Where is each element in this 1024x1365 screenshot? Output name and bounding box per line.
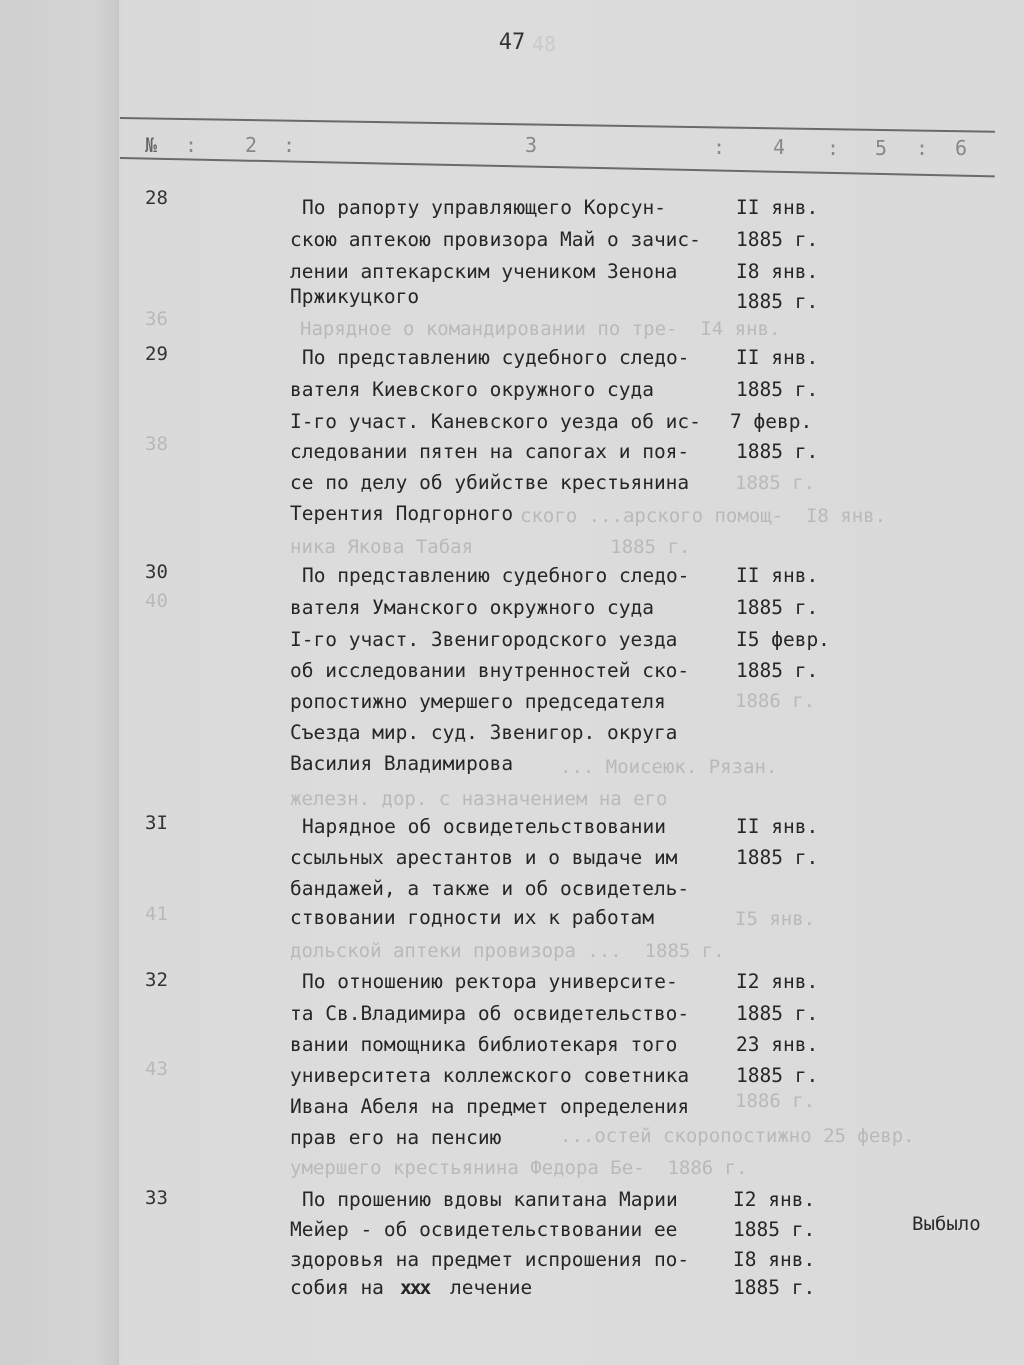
bleed-through-text: Нарядное о командировании по тре- I4 янв. xyxy=(300,318,781,340)
entry-date: II янв. xyxy=(736,346,819,369)
column-header-6: 6 xyxy=(955,136,968,160)
entry-date: 1885 г. xyxy=(736,1064,819,1087)
entry-number: 28 xyxy=(145,187,168,209)
bleed-through-text: 1885 г. xyxy=(735,472,816,494)
entry-number: 30 xyxy=(145,561,168,583)
entry-title-line: I-го участ. Звенигородского уезда xyxy=(290,628,678,651)
entry-title-line: Мейер - об освидетельствовании ее xyxy=(290,1218,678,1241)
bleed-through-text: ника Якова Табая 1885 г. xyxy=(290,536,691,558)
entry-date: I2 янв. xyxy=(736,970,819,993)
entry-title-line: следовании пятен на сапогах и поя- xyxy=(290,440,690,463)
entry-date: II янв. xyxy=(736,196,819,219)
entry-title-line: бандажей, а также и об освидетель- xyxy=(290,877,690,900)
entry-title-line: Ивана Абеля на предмет определения xyxy=(290,1095,690,1118)
bleed-through-number: 38 xyxy=(145,433,168,455)
entry-title-line: та Св.Владимира об освидетельство- xyxy=(290,1002,690,1025)
bleed-through-text: 1886 г. xyxy=(735,1090,816,1112)
bleed-through-number: 43 xyxy=(145,1058,168,1080)
entry-note: Выбыло xyxy=(912,1213,981,1235)
bleed-through-number: 41 xyxy=(145,903,168,925)
entry-date: 1885 г. xyxy=(736,846,819,869)
entry-title-line: вателя Уманского окружного суда xyxy=(290,596,654,619)
entry-title-line: скою аптекою провизора Май о зачис- xyxy=(290,228,701,251)
column-header-2: 2 xyxy=(245,133,258,157)
struck-out-word: ххх xyxy=(400,1276,430,1299)
entry-title-line: ствовании годности их к работам xyxy=(290,906,654,929)
entry-title-line: собия на xyxy=(290,1276,384,1299)
column-separator: : xyxy=(713,135,726,159)
bleed-through-text: умершего крестьянина Федора Бе- 1886 г. xyxy=(290,1157,748,1179)
entry-number: 3I xyxy=(145,812,168,834)
entry-title-line: По рапорту управляющего Корсун- xyxy=(302,196,666,219)
bleed-through-text: ского ...арского помощ- I8 янв. xyxy=(520,505,887,527)
column-header-3: 3 xyxy=(525,133,538,157)
entry-date: 1885 г. xyxy=(736,290,819,313)
entry-date: I8 янв. xyxy=(736,260,819,283)
entry-title-line: ссыльных арестантов и о выдаче им xyxy=(290,846,678,869)
bleed-through-number: 40 xyxy=(145,590,168,612)
page-number: 47 xyxy=(498,30,526,55)
entry-date: II янв. xyxy=(736,564,819,587)
entry-title-line: прав его на пенсию xyxy=(290,1126,502,1149)
bleed-through-text: дольской аптеки провизора ... 1885 г. xyxy=(290,940,725,962)
entry-date: 1885 г. xyxy=(736,228,819,251)
bleed-through-text: ...остей скоропостижно 25 февр. xyxy=(560,1125,915,1147)
column-separator: : xyxy=(283,133,296,157)
entry-date: I8 янв. xyxy=(733,1248,816,1271)
entry-date: I5 февр. xyxy=(736,628,830,651)
entry-date: I2 янв. xyxy=(733,1188,816,1211)
entry-title-line: Нарядное об освидетельствовании xyxy=(302,815,666,838)
entry-date: 1885 г. xyxy=(736,659,819,682)
entry-title-line: здоровья на предмет испрошения по- xyxy=(290,1248,690,1271)
bleed-through-text: ... Моисеюк. Рязан. xyxy=(560,756,778,778)
column-separator: : xyxy=(827,136,840,160)
entry-number: 29 xyxy=(145,343,168,365)
column-separator: : xyxy=(916,136,929,160)
entry-title-line: Съезда мир. суд. Звенигор. округа xyxy=(290,721,678,744)
entry-title-line: се по делу об убийстве крестьянина xyxy=(290,471,690,494)
entry-title-line: Василия Владимирова xyxy=(290,752,514,775)
entry-title-line: По отношению ректора университе- xyxy=(302,970,678,993)
entry-title-line: вателя Киевского окружного суда xyxy=(290,378,654,401)
entry-date: 1885 г. xyxy=(733,1276,816,1299)
bleed-through-text: I5 янв. xyxy=(735,908,816,930)
entry-title-line: I-го участ. Каневского уезда об ис- xyxy=(290,410,701,433)
column-header-4: 4 xyxy=(773,135,786,159)
bleed-through-number: 36 xyxy=(145,308,168,330)
column-separator: : xyxy=(185,133,198,157)
entry-date: 1885 г. xyxy=(736,596,819,619)
bleed-through-text: 1886 г. xyxy=(735,690,816,712)
entry-date: 1885 г. xyxy=(733,1218,816,1241)
entry-title-line: лечение xyxy=(450,1276,533,1299)
entry-date: II янв. xyxy=(736,815,819,838)
entry-title-line: об исследовании внутренностей ско- xyxy=(290,659,690,682)
entry-date: 23 янв. xyxy=(736,1033,819,1056)
entry-number: 33 xyxy=(145,1187,168,1209)
entry-title-line: По прошению вдовы капитана Марии xyxy=(302,1188,678,1211)
entry-date: 7 февр. xyxy=(730,410,813,433)
entry-title-line: Терентия Подгорного xyxy=(290,502,514,525)
entry-date: 1885 г. xyxy=(736,1002,819,1025)
entry-title-line: университета коллежского советника xyxy=(290,1064,690,1087)
entry-title-line: ропостижно умершего председателя xyxy=(290,690,666,713)
ghost-page-number: 48 xyxy=(532,32,557,56)
entry-date: 1885 г. xyxy=(736,378,819,401)
bleed-through-text: железн. дор. с назначением на его xyxy=(290,788,668,810)
entry-title-line: По представлению судебного следо- xyxy=(302,564,690,587)
table-header xyxy=(145,133,1005,163)
entry-title-line: вании помощника библиотекаря того xyxy=(290,1033,678,1056)
column-header-number: № xyxy=(145,133,158,157)
entry-date: 1885 г. xyxy=(736,440,819,463)
header-top-rule xyxy=(120,117,995,133)
entry-number: 32 xyxy=(145,969,168,991)
entry-title-line: По представлению судебного следо- xyxy=(302,346,690,369)
entry-title-line: лении аптекарским учеником Зенона xyxy=(290,260,678,283)
column-header-5: 5 xyxy=(875,136,888,160)
adjacent-page-edge xyxy=(0,0,119,1365)
entry-title-line: Пржикуцкого xyxy=(290,285,420,308)
